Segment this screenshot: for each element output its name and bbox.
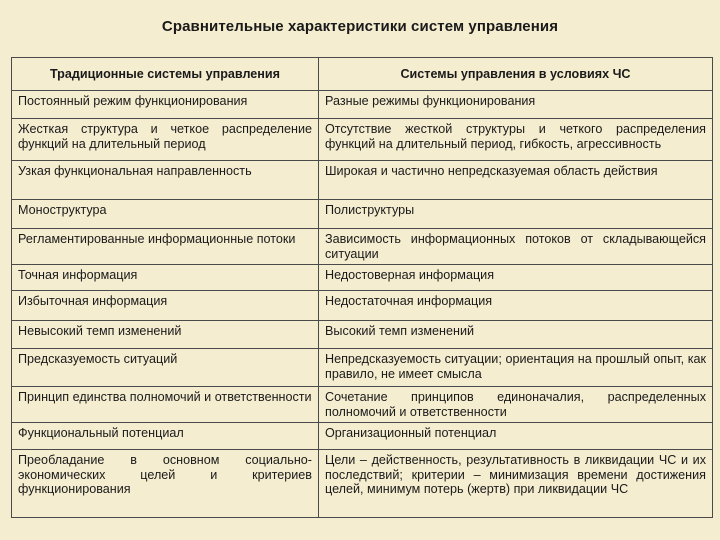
cell-traditional: Невысокий темп изменений xyxy=(12,321,319,349)
table-row xyxy=(12,291,713,321)
table-row xyxy=(12,387,713,423)
comparison-table xyxy=(11,57,713,518)
cell-emergency: Недостаточная информация xyxy=(319,291,713,321)
table-row xyxy=(12,91,713,119)
cell-traditional: Узкая функциональная направленность xyxy=(12,161,319,200)
cell-traditional: Моноструктура xyxy=(12,200,319,229)
header-emergency-systems: Системы управления в условиях ЧС xyxy=(319,58,713,91)
table-row xyxy=(12,161,713,200)
cell-emergency: Отсутствие жесткой структуры и четкого распределения функций на длительный период, гибкость, агрессивность xyxy=(319,119,713,161)
table-row xyxy=(12,321,713,349)
table-row xyxy=(12,200,713,229)
cell-traditional: Принцип единства полномочий и ответственности xyxy=(12,387,319,423)
cell-traditional: Избыточная информация xyxy=(12,291,319,321)
table-row xyxy=(12,349,713,387)
cell-traditional: Точная информация xyxy=(12,265,319,291)
cell-emergency: Разные режимы функционирования xyxy=(319,91,713,119)
cell-emergency: Высокий темп изменений xyxy=(319,321,713,349)
cell-emergency: Цели – действенность, результативность в ликвидации ЧС и их последствий; критерии – минимизация времени достижения целей, минимум потерь (жертв) при ликвидации ЧС xyxy=(319,450,713,518)
table-row xyxy=(12,450,713,518)
cell-emergency: Зависимость информационных потоков от складывающейся ситуации xyxy=(319,229,713,265)
table-row xyxy=(12,229,713,265)
table-row xyxy=(12,423,713,450)
cell-traditional: Функциональный потенциал xyxy=(12,423,319,450)
cell-traditional: Постоянный режим функционирования xyxy=(12,91,319,119)
table-row xyxy=(12,265,713,291)
cell-emergency: Непредсказуемость ситуации; ориентация на прошлый опыт, как правило, не имеет смысла xyxy=(319,349,713,387)
cell-emergency: Сочетание принципов единоначалия, распределенных полномочий и ответственности xyxy=(319,387,713,423)
slide-title: Сравнительные характеристики систем управления xyxy=(161,18,559,35)
cell-emergency: Широкая и частично непредсказуемая область действия xyxy=(319,161,713,200)
table-row xyxy=(12,119,713,161)
cell-emergency: Полиструктуры xyxy=(319,200,713,229)
table-header-row xyxy=(12,58,713,91)
cell-emergency: Организационный потенциал xyxy=(319,423,713,450)
cell-traditional: Предсказуемость ситуаций xyxy=(12,349,319,387)
header-traditional-systems: Традиционные системы управления xyxy=(12,58,319,91)
cell-traditional: Жесткая структура и четкое распределение функций на длительный период xyxy=(12,119,319,161)
cell-traditional: Преобладание в основном социально-экономических целей и критериев функционирования xyxy=(12,450,319,518)
cell-emergency: Недостоверная информация xyxy=(319,265,713,291)
cell-traditional: Регламентированные информационные потоки xyxy=(12,229,319,265)
